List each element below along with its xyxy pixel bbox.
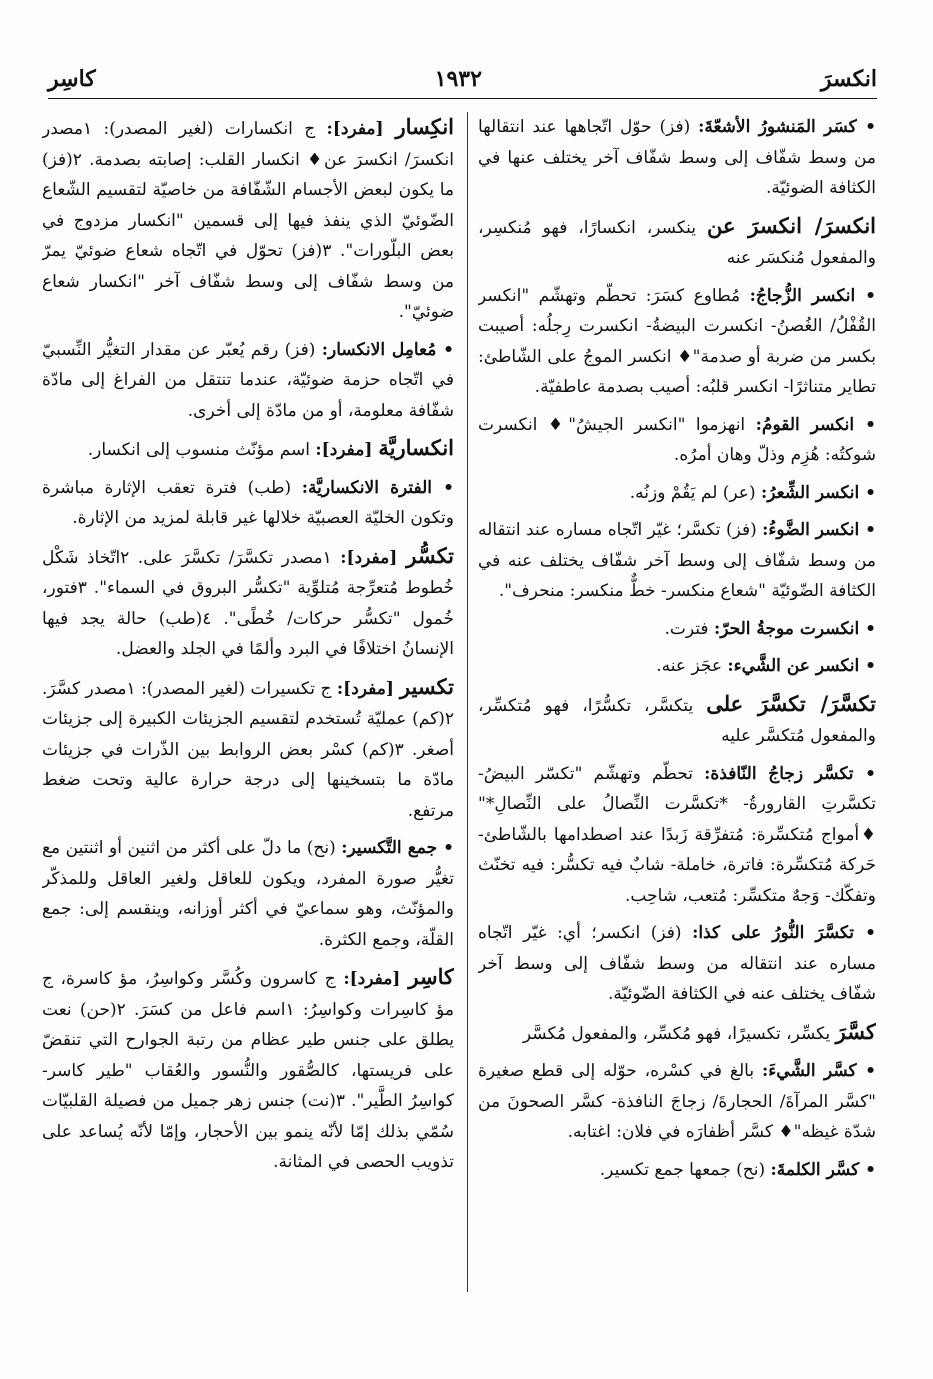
entry	[42, 335, 454, 427]
definition: (نح) جمعها جمع تكسير.	[599, 1159, 771, 1180]
entry	[478, 211, 876, 274]
headword: كاسِر	[408, 964, 454, 989]
header-rule	[48, 98, 877, 99]
entry	[42, 473, 454, 534]
definition: ج كاسرون وكُسَّر وكواسِرُ، مؤ كاسرة، ج مؤ كاسِرات وكواسِرُ: ١اسم فاعل من كسَرَ. ٢(حن) نعت يطلق على جنس طير عظام من رتبة الجوارح التي تنقضّ على فريستها، كالصُّقور والنُّسور والعُقاب "طير كاسر- كواسِرُ الطَّير". ٣(نت) جنس زهر جميل من فصيلة القلبيّات سُمّي بذلك إمّا لأنّه ينمو بين الأحجار، وإمّا لأنّه يُساعد على تذويب الحصى في المثانة.	[42, 969, 454, 1172]
definition: عجَز عنه.	[656, 656, 728, 676]
sense-lead: • انكسر عن الشَّيء:	[727, 656, 876, 676]
definition: تحطّم وتهشّم "تكسّر البيضُ- تكسَّرتِ القارورةُ- *تكسَّرت النِّصالُ على النِّصالِ*" ♦أمواج مُتكسِّرة: مُتفرِّقة زَبدًا عند اصطدامها بالشّاطئ- حَركة مُتكسِّرة: فاترة، خاملة- شابٌ فيه تكسُّر: فيه تخنّث وتفكّك- وَجهٌ متكسِّر: مُتعب، شاحِب.	[478, 763, 876, 906]
entry	[478, 689, 876, 752]
sense-lead: • كسَّر الشَّيءَ:	[762, 1061, 876, 1081]
headword: تكسُّر	[406, 542, 454, 568]
header-left-word: كاسِر	[48, 66, 96, 92]
sense-lead: • كسَر المَنشورُ الأشعّةَ:	[698, 117, 876, 137]
definition: ينكسر، انكسارًا، فهو مُنكسِر، والمفعول مُنكسَر عنه	[478, 217, 876, 268]
headword: تكسير	[399, 673, 454, 699]
entry	[478, 1017, 876, 1050]
headword: كسَّرَ	[835, 1018, 876, 1044]
entry	[42, 962, 454, 1178]
definition: (فز) رقم يُعبّر عن مقدار التغيُّر النِّسبيّ في اتّجاه حزمة ضوئيّة، عندما تنتقل من الفراغ إلى مادّة شفّافة معلومة، أو من مادّة إلى أخرى.	[42, 339, 454, 421]
entry	[478, 410, 876, 471]
entry	[478, 1155, 876, 1186]
sense-lead: • تكسَّرَ النُّورُ على كذا:	[692, 923, 876, 943]
page-header	[48, 54, 877, 92]
sense-lead: • كسَّر الكلمةَ:	[770, 1159, 876, 1180]
page-number: ١٩٣٢	[434, 66, 482, 92]
definition: ج تكسيرات (لغير المصدر): ١مصدر كسَّرَ. ٢(كم) عمليّة تُستخدم لتقسيم الجزيئات الكبيرة إلى جزيئات أصغر. ٣(كم) كسْر بعض الروابط بين الذّرات في جزيئات مادّة ما بتسخينها إلى درجة حرارة عالية وتحت ضغط مرتفع.	[42, 678, 454, 821]
definition: فترت.	[664, 618, 714, 639]
sense-lead: • انكسر القومُ:	[755, 414, 876, 435]
definition: بالغ في كسْره، حوّله إلى قطع صغيرة "كسَّر المرآةَ/ الحجارةَ/ زجاجَ النافذة- كسَّر الصحونَ من شدّة غيظه"♦ كسَّر أظفارَه في فلان: اغتابه.	[478, 1061, 876, 1142]
entry	[42, 112, 454, 328]
part-of-speech: [مفرد]:	[340, 547, 407, 568]
headword: انكسرَ/ انكسرَ عن	[706, 212, 876, 238]
sense-lead: • تكسَّر زجاجُ النّافذة:	[704, 763, 876, 784]
entry	[478, 281, 876, 403]
header-right-word: انكسرَ	[820, 66, 877, 92]
entry	[478, 759, 876, 912]
right-column	[478, 112, 876, 1312]
entry	[478, 112, 876, 204]
definition: (نح) ما دلّ على أكثر من اثنين أو اثنتين مع تغيُّر صورة المفرد، ويكون للعاقل ولغير العاقل وللمذكّر والمؤنّث، وهو سماعيّ في أكثر أوزانه، وينقسم إلى: جمع القلّة، وجمع الكثرة.	[42, 838, 454, 950]
part-of-speech: [مفرد]:	[343, 969, 409, 989]
entry	[478, 651, 876, 682]
entry	[42, 541, 454, 665]
left-column	[42, 112, 454, 1312]
entry	[478, 1056, 876, 1148]
definition: (فز) تكسَّر؛ غيّر اتّجاه مساره عند انتقاله من وسط شفّاف إلى وسط آخر شفّاف يختلف عنه في الكثافة الضّوئيّة "شعاع منكسر- خطٌّ منكسر: منحرف".	[478, 520, 876, 601]
entry	[42, 672, 454, 827]
sense-lead: • مُعامِل الانكسار:	[321, 339, 454, 360]
part-of-speech: [مفرد]:	[326, 119, 396, 139]
column-divider	[467, 112, 468, 1292]
sense-lead: • انكسر الشِّعرُ:	[760, 482, 876, 503]
definition: يتكسَّر، تكسُّرًا، فهو مُتكسِّر، والمفعول مُتكسَّر عليه	[478, 695, 876, 746]
headword: تكسَّرَ/ تكسَّرَ على	[706, 690, 876, 716]
definition: (فز) انكسر؛ أي: غيّر اتّجاه مساره عند انتقاله من وسط شفّاف إلى وسط آخر شفّاف يختلف عنه في الكثافة الضّوئيّة.	[478, 923, 876, 1004]
sense-lead: • انكسر الزُّجاجُ:	[749, 285, 876, 306]
entry	[42, 433, 454, 466]
part-of-speech: [مفرد]:	[336, 678, 400, 699]
entry	[478, 515, 876, 607]
definition: انهزموا "انكسر الجيشُ"♦ انكسرت شوكتُه: هُزِم وذلّ وهان أمرُه.	[478, 414, 876, 465]
entry	[478, 614, 876, 645]
headword: انكِسار	[395, 114, 454, 139]
definition: يكسِّر، تكسيرًا، فهو مُكسِّر، والمفعول مُكسَّر	[522, 1023, 836, 1044]
definition: اسم مؤنّث منسوب إلى انكسار.	[87, 440, 316, 460]
definition: (طب) فترة تعقب الإثارة مباشرة وتكون الخليّة العصبيّة خلالها غير قابلة لمزيد من الإثارة.	[42, 477, 454, 528]
part-of-speech: [مفرد]:	[315, 440, 379, 460]
definition: ج انكسارات (لغير المصدر): ١مصدر انكسرَ/ انكسرَ عن♦ انكسار القلب: إصابته بصدمة. ٢(فز) ما يكون لبعض الأجسام الشّفّافة من خاصيّة لتقسيم الشّعاع الضّوئيّ الذي ينفذ فيها إلى قسمين "انكسار مزدوج في بعض البلّورات". ٣(فز) تحوّل في اتّجاه شعاع ضوئيّ يمرّ من وسط شفّاف إلى وسط شفّاف آخر "انكسار شعاع ضوئيّ".	[42, 119, 454, 322]
entry	[478, 478, 876, 509]
sense-lead: • انكسرت موجةُ الحرّ:	[713, 618, 876, 639]
sense-lead: • انكسر الضَّوءُ:	[762, 520, 876, 540]
definition: مُطاوع كسَرَ: تحطّم وتهشّم "انكسر القُفْلُ/ الغُصنُ- انكسرت البيضةُ- انكسرت رِجلُه: أصيبت بكسر من ضربة أو صدمة"♦ انكسر الموجُ على الشّاطئ: تطاير متناثرًا- انكسر قلبُه: أصيب بصدمة عاطفيّة.	[478, 285, 876, 397]
definition: ١مصدر تكسَّرَ/ تكسَّرَ على. ٢اتّخاذ شَكْل خُطوط مُتعرِّجة مُتلوِّية "تكسُّر البروق في السماء". ٣فتور، خُمول "تكسُّر حركات/ خُطًى". ٤(طب) حالة يجد فيها الإنسانُ اختلافًا في البرد وألمًا في الجلد والعضل.	[42, 547, 454, 659]
entry	[42, 833, 454, 955]
sense-lead: • جمع التَّكسير:	[341, 838, 454, 858]
definition: (فز) حوّل اتّجاهها عند انتقالها من وسط شفّاف إلى وسط شفّاف آخر يختلف عنها في الكثافة الضوئيّة.	[478, 117, 876, 198]
sense-lead: • الفترة الانكساريَّة:	[301, 477, 454, 498]
headword: انكساريَّة	[378, 435, 454, 460]
entry	[478, 918, 876, 1010]
definition: (عر) لم يَقُمْ وزنُه.	[629, 482, 761, 503]
